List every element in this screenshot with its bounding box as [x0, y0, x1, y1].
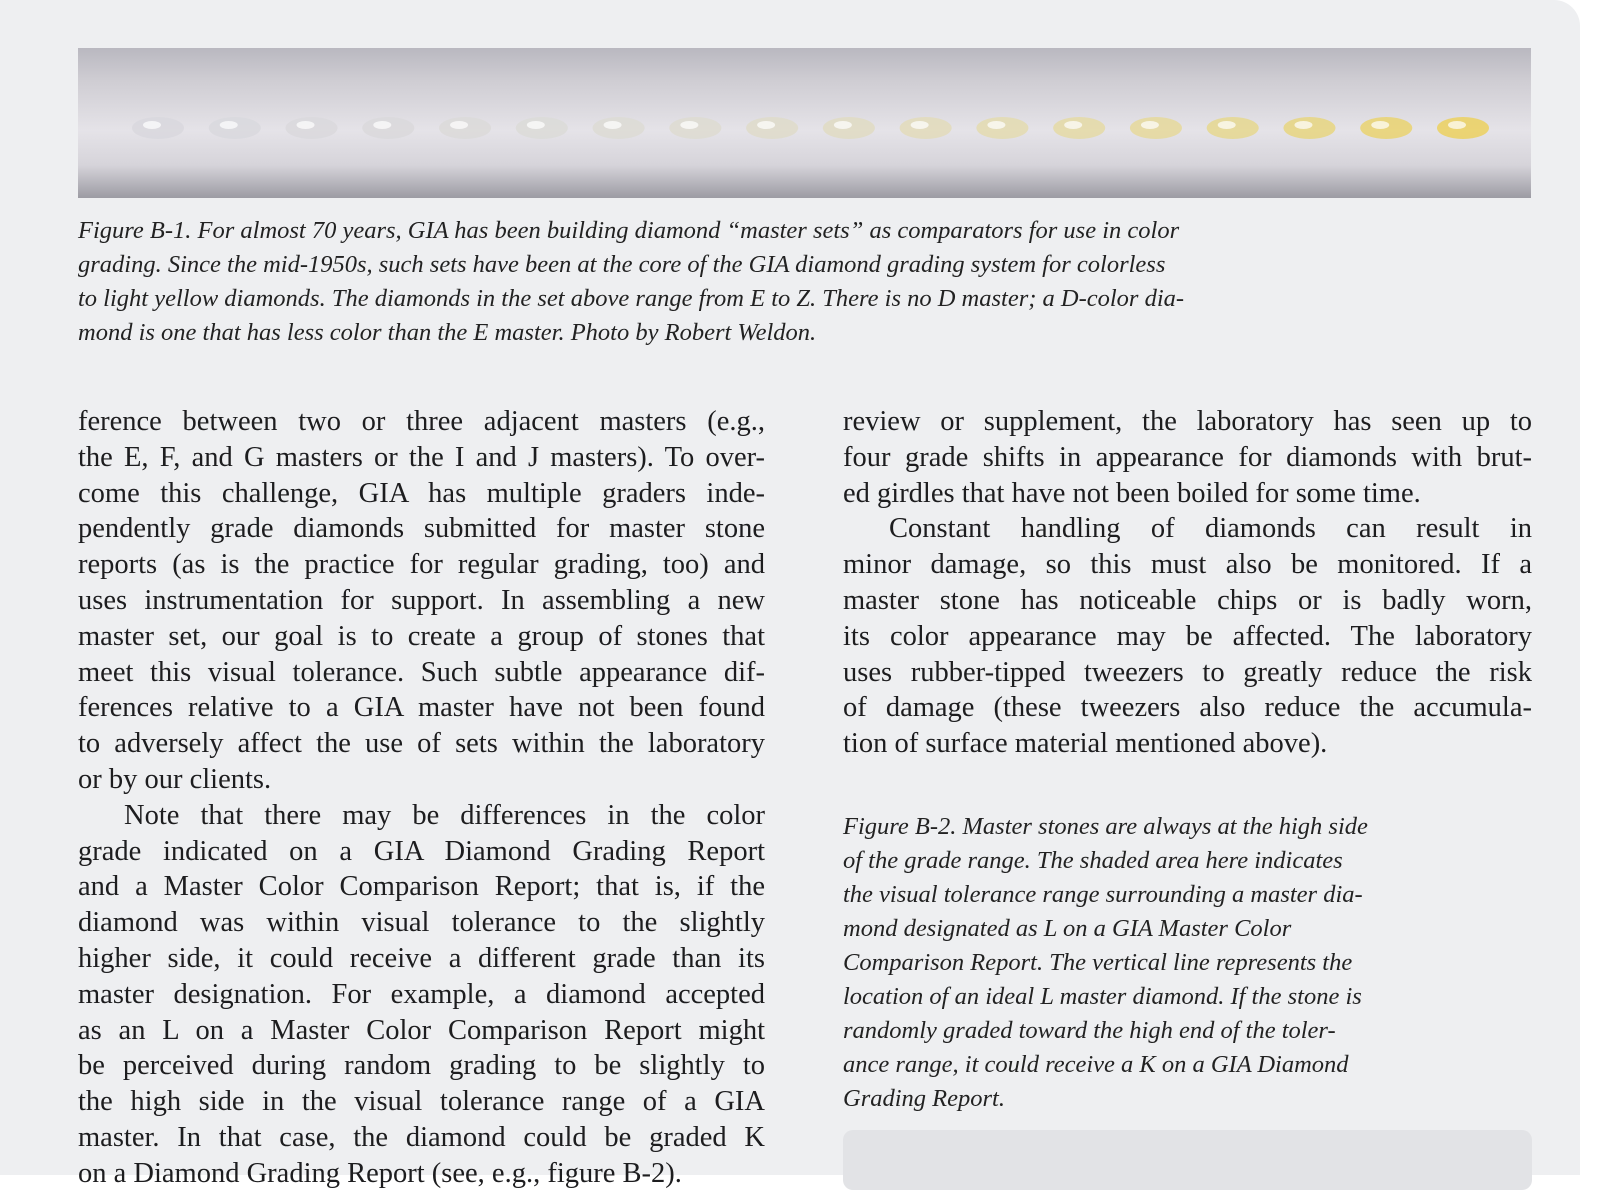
caption-line: Figure B-1. For almost 70 years, GIA has been building diamond “master sets” as comparators for use in color — [78, 217, 1180, 244]
caption-line: location of an ideal L master diamond. If the stone is — [843, 983, 1362, 1010]
diamond-stone — [439, 117, 491, 139]
figure-b1-caption — [78, 214, 1538, 350]
diamond-stone — [823, 117, 875, 139]
text-line: or by our clients. — [78, 763, 272, 795]
text-line: meet this visual tolerance. Such subtle appearance dif- — [78, 656, 765, 688]
text-line: its color appearance may be affected. The laboratory — [843, 620, 1532, 652]
left-text-column — [78, 404, 765, 1192]
text-line: Note that there may be differences in the color — [124, 799, 765, 831]
diamond-stone — [286, 117, 338, 139]
diamond-stone — [132, 117, 184, 139]
text-line: the high side in the visual tolerance range of a GIA — [78, 1086, 765, 1118]
diamond-row-graphic — [78, 48, 1531, 198]
text-line: reports (as is the practice for regular grading, too) and — [78, 549, 765, 581]
text-line: four grade shifts in appearance for diamonds with brut- — [843, 441, 1532, 473]
figure-b2-graphic-area — [843, 1130, 1532, 1190]
text-line: ferences relative to a GIA master have not been found — [78, 692, 765, 724]
text-line: ed girdles that have not been boiled for some time. — [843, 477, 1421, 509]
text-line: uses rubber-tipped tweezers to greatly reduce the risk — [843, 656, 1532, 688]
text-line: on a Diamond Grading Report (see, e.g., figure B-2). — [78, 1157, 682, 1189]
text-line: Constant handling of diamonds can result in — [889, 513, 1532, 545]
caption-line: the visual tolerance range surrounding a master dia- — [843, 881, 1363, 908]
text-line: the E, F, and G masters or the I and J masters). To over- — [78, 441, 765, 473]
text-line: of damage (these tweezers also reduce the accumula- — [843, 692, 1532, 724]
text-line: diamond was within visual tolerance to the slightly — [78, 907, 765, 939]
diamond-stone — [1437, 117, 1489, 139]
caption-line: of the grade range. The shaded area here indicates — [843, 847, 1343, 874]
diamond-stone — [976, 117, 1028, 139]
diamond-stone — [1283, 117, 1335, 139]
diamond-stone — [1053, 117, 1105, 139]
text-line: master stone has noticeable chips or is badly worn, — [843, 584, 1532, 616]
caption-line: Grading Report. — [843, 1085, 1005, 1112]
text-line: minor damage, so this must also be monitored. If a — [843, 549, 1532, 581]
diamond-stone — [746, 117, 798, 139]
text-line: and a Master Color Comparison Report; that is, if the — [78, 871, 765, 903]
text-line: ference between two or three adjacent masters (e.g., — [78, 406, 765, 437]
text-line: pendently grade diamonds submitted for master stone — [78, 513, 765, 545]
caption-line: Comparison Report. The vertical line represents the — [843, 949, 1353, 976]
caption-line: randomly graded toward the high end of the toler- — [843, 1017, 1336, 1044]
caption-line: grading. Since the mid-1950s, such sets have been at the core of the GIA diamond grading system for colorless — [78, 251, 1166, 278]
caption-line: ance range, it could receive a K on a GIA Diamond — [843, 1051, 1349, 1078]
master-set-photo — [78, 48, 1531, 198]
text-line: master. In that case, the diamond could be graded K — [78, 1121, 765, 1153]
caption-line: mond designated as L on a GIA Master Color — [843, 915, 1292, 942]
right-text-column — [843, 404, 1532, 762]
diamond-stone — [516, 117, 568, 139]
text-line: as an L on a Master Color Comparison Report might — [78, 1014, 765, 1046]
text-line: master designation. For example, a diamond accepted — [78, 978, 765, 1010]
diamond-stone — [209, 117, 261, 139]
diamond-stone — [1130, 117, 1182, 139]
caption-line: Figure B-2. Master stones are always at the high side — [843, 813, 1368, 840]
diamond-stone — [1360, 117, 1412, 139]
text-line: uses instrumentation for support. In assembling a new — [78, 584, 765, 616]
figure-b2-caption — [843, 810, 1543, 1116]
text-line: grade indicated on a GIA Diamond Grading Report — [78, 835, 765, 867]
diamond-stone — [593, 117, 645, 139]
diamond-stone — [362, 117, 414, 139]
caption-line: to light yellow diamonds. The diamonds in the set above range from E to Z. There is no D master; a D-color dia- — [78, 285, 1185, 312]
text-line: be perceived during random grading to be slightly to — [78, 1050, 765, 1082]
text-line: higher side, it could receive a different grade than its — [78, 942, 765, 974]
text-line: review or supplement, the laboratory has seen up to — [843, 406, 1532, 437]
caption-line: mond is one that has less color than the E master. Photo by Robert Weldon. — [78, 319, 817, 346]
text-line: master set, our goal is to create a group of stones that — [78, 620, 765, 652]
text-line: to adversely affect the use of sets within the laboratory — [78, 728, 765, 760]
diamond-stone — [900, 117, 952, 139]
text-line: tion of surface material mentioned above). — [843, 728, 1328, 760]
diamond-stone — [669, 117, 721, 139]
text-line: come this challenge, GIA has multiple graders inde- — [78, 477, 765, 509]
diamond-stone — [1207, 117, 1259, 139]
